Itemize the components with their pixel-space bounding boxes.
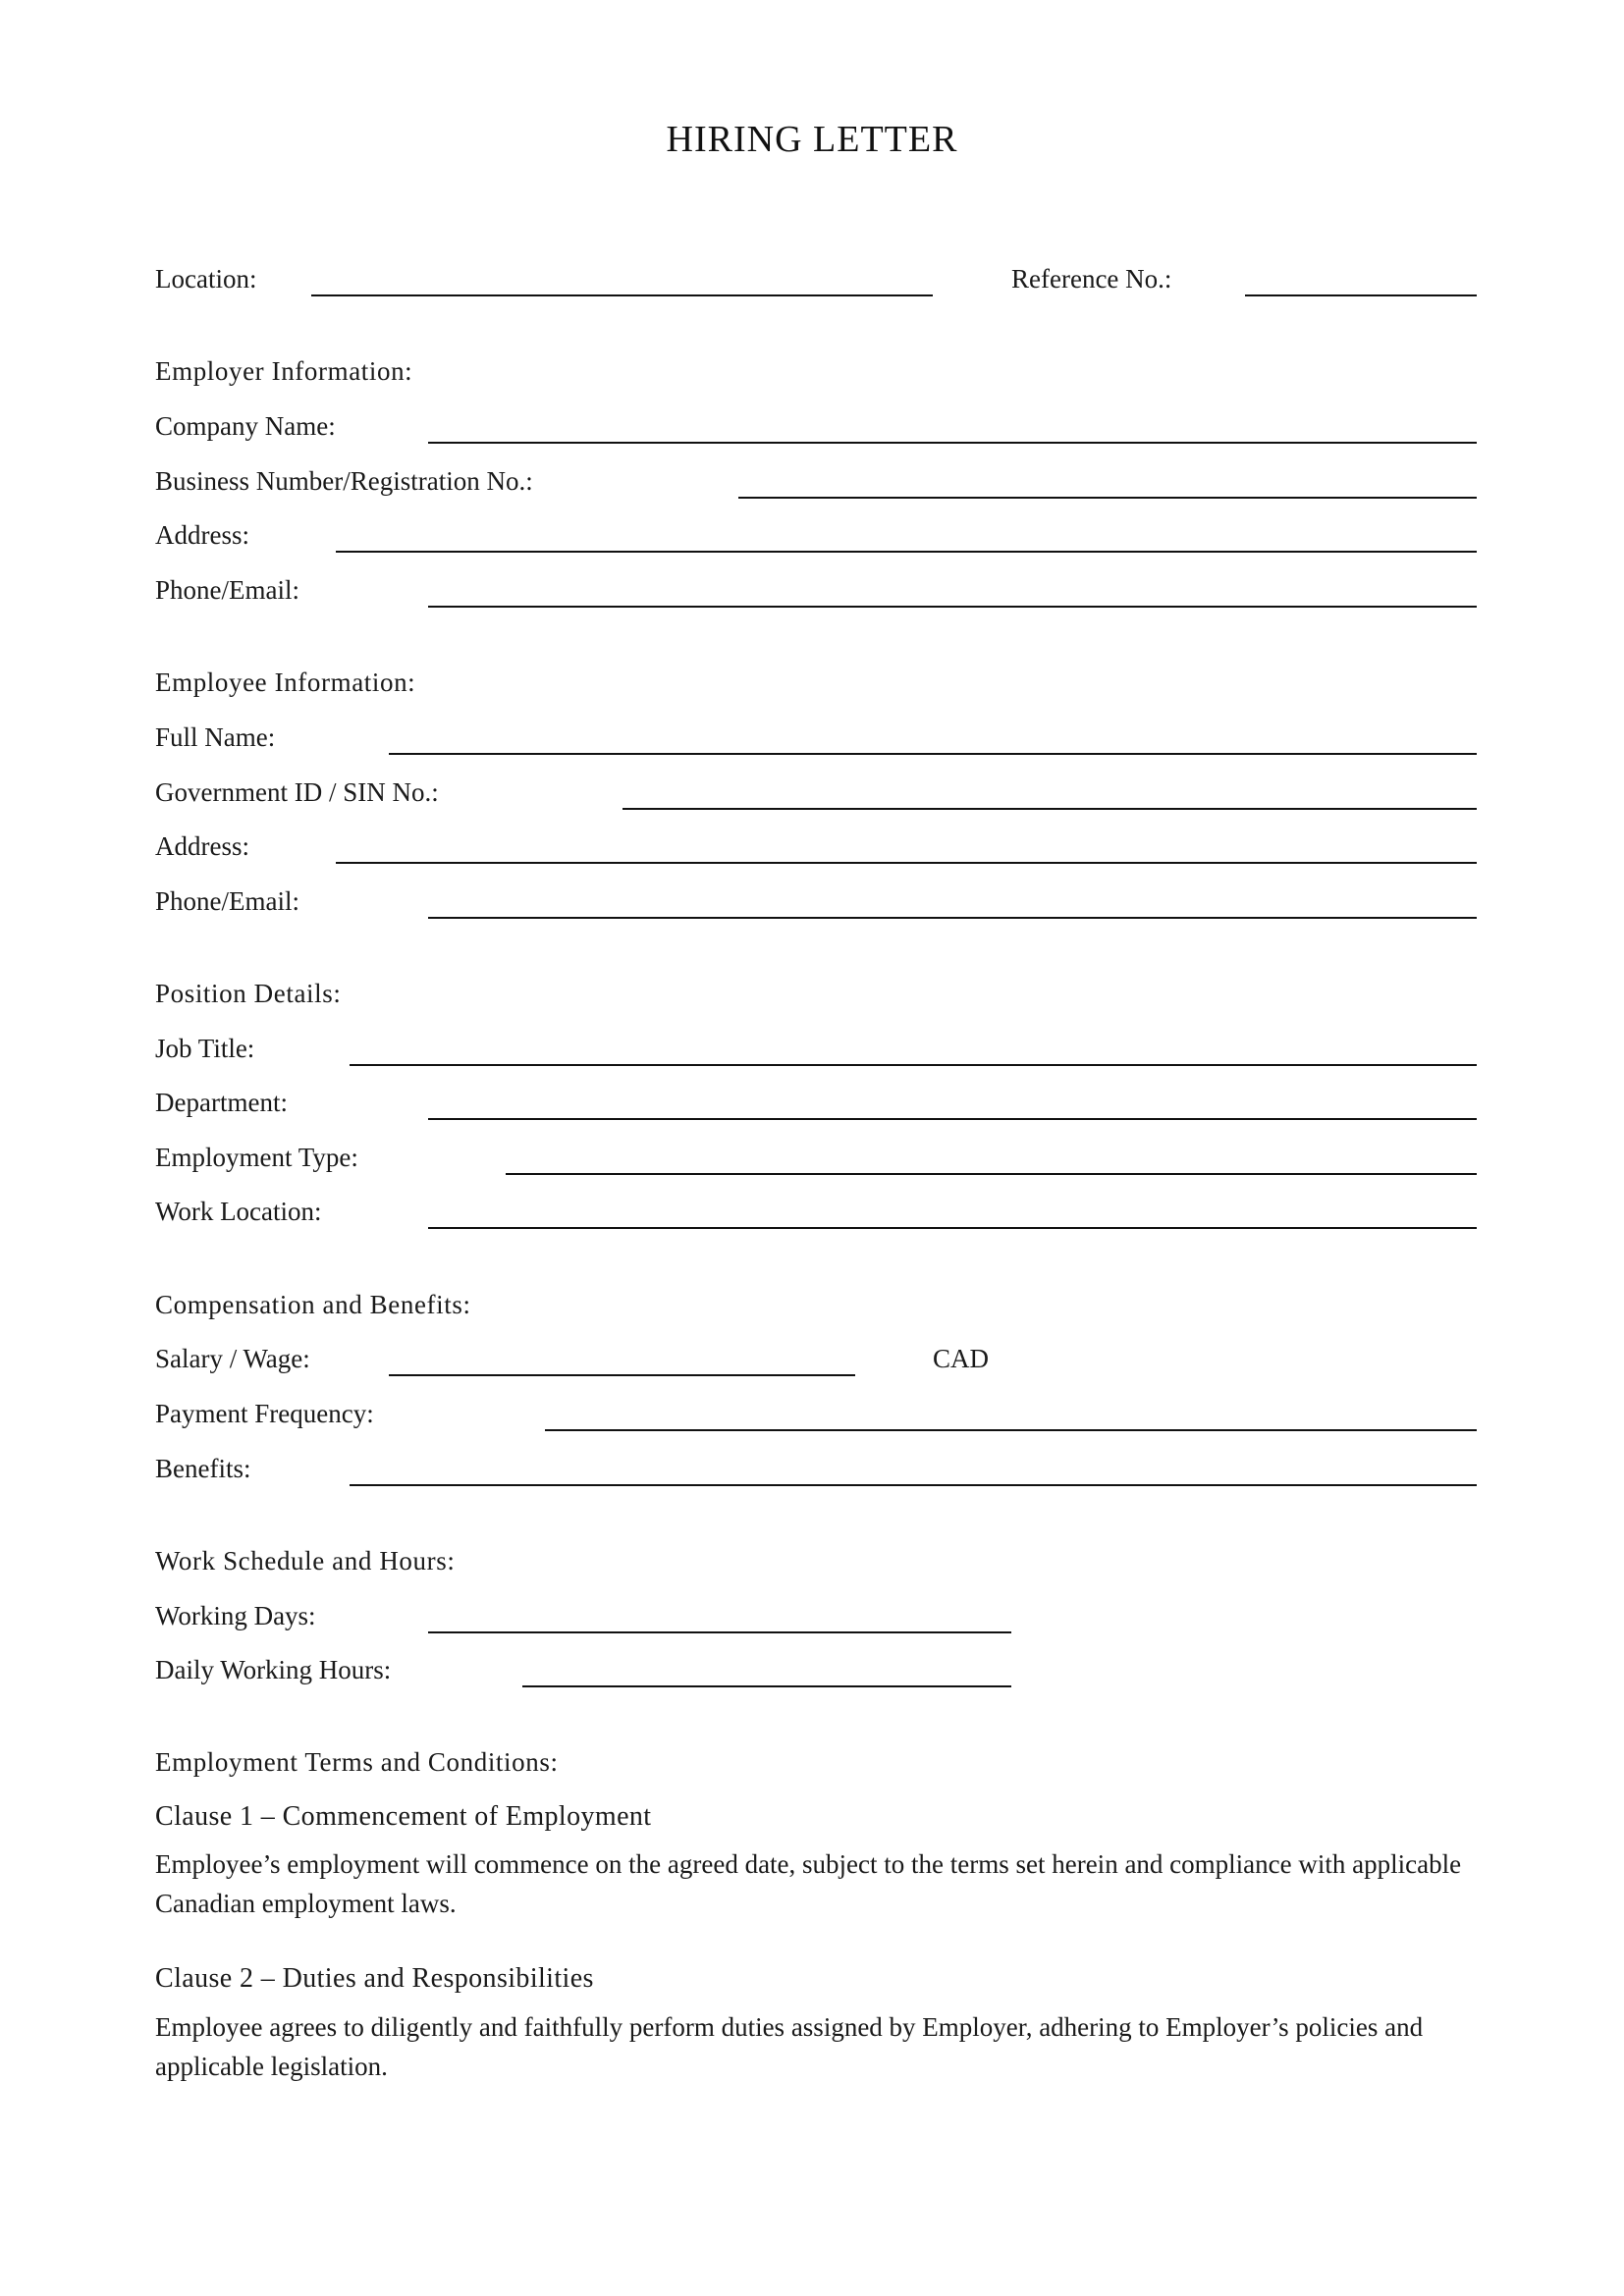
clause-2-body: Employee agrees to diligently and faithfully perform duties assigned by Employer, adhering to Employer’s policies and applicable legislation. [155, 2012, 1424, 2081]
payment-frequency-label: Payment Frequency: [155, 1399, 374, 1428]
working-days-field[interactable] [428, 1631, 1011, 1633]
company-name-field[interactable] [428, 442, 1477, 444]
employer-phone-email-label: Phone/Email: [155, 575, 299, 605]
department-field[interactable] [428, 1118, 1477, 1120]
employment-type-field[interactable] [506, 1173, 1477, 1175]
reference-number-label: Reference No.: [1011, 264, 1172, 294]
reference-number-field[interactable] [1245, 294, 1477, 296]
employer-section-heading: Employer Information: [155, 356, 413, 386]
document-title: HIRING LETTER [666, 119, 958, 160]
company-name-label: Company Name: [155, 411, 336, 441]
government-id-field[interactable] [623, 808, 1477, 810]
compensation-section-heading: Compensation and Benefits: [155, 1290, 471, 1319]
employee-phone-email-field[interactable] [428, 917, 1477, 919]
salary-label: Salary / Wage: [155, 1344, 310, 1373]
payment-frequency-field[interactable] [545, 1429, 1477, 1431]
employee-section-heading: Employee Information: [155, 667, 416, 697]
work-location-field[interactable] [428, 1227, 1477, 1229]
employee-phone-email-label: Phone/Email: [155, 886, 299, 916]
working-days-label: Working Days: [155, 1601, 316, 1630]
daily-hours-label: Daily Working Hours: [155, 1655, 392, 1684]
location-field[interactable] [311, 294, 933, 296]
employer-address-label: Address: [155, 520, 249, 550]
currency-label: CAD [933, 1344, 990, 1373]
benefits-label: Benefits: [155, 1454, 251, 1483]
clause-1-body: Employee’s employment will commence on the agreed date, subject to the terms set herein and compliance with applicable Canadian employment laws. [155, 1849, 1462, 1918]
terms-section-heading: Employment Terms and Conditions: [155, 1747, 559, 1777]
employment-type-label: Employment Type: [155, 1143, 358, 1172]
full-name-field[interactable] [389, 753, 1477, 755]
job-title-field[interactable] [350, 1064, 1477, 1066]
salary-field[interactable] [389, 1374, 855, 1376]
schedule-section-heading: Work Schedule and Hours: [155, 1546, 456, 1575]
employer-address-field[interactable] [336, 551, 1477, 553]
department-label: Department: [155, 1088, 288, 1117]
full-name-label: Full Name: [155, 722, 276, 752]
position-section-heading: Position Details: [155, 979, 342, 1008]
employer-phone-email-field[interactable] [428, 606, 1477, 608]
government-id-label: Government ID / SIN No.: [155, 777, 439, 807]
clause-1-title: Clause 1 – Commencement of Employment [155, 1801, 652, 1832]
business-number-field[interactable] [738, 497, 1477, 499]
clause-2-title: Clause 2 – Duties and Responsibilities [155, 1963, 594, 1994]
job-title-label: Job Title: [155, 1034, 255, 1063]
employee-address-field[interactable] [336, 862, 1477, 864]
business-number-label: Business Number/Registration No.: [155, 466, 533, 496]
work-location-label: Work Location: [155, 1197, 322, 1226]
daily-hours-field[interactable] [522, 1685, 1011, 1687]
location-label: Location: [155, 264, 257, 294]
benefits-field[interactable] [350, 1484, 1477, 1486]
employee-address-label: Address: [155, 831, 249, 861]
